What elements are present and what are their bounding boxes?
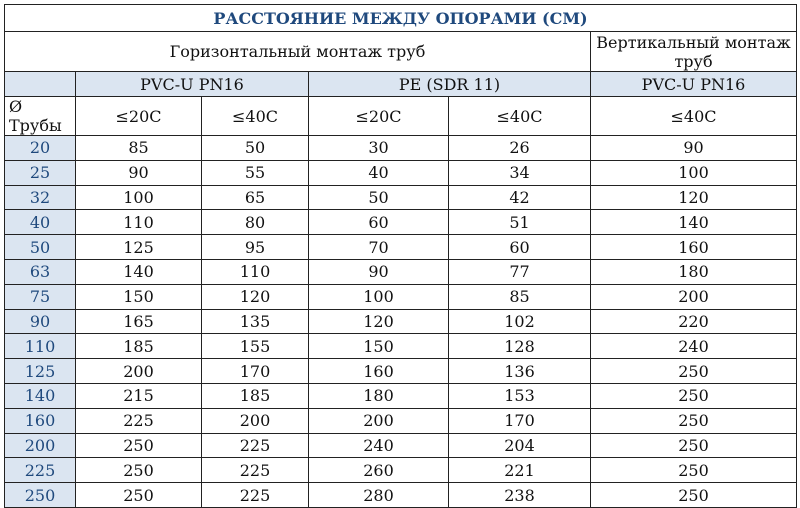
spacing-value-cell: 200	[76, 359, 202, 384]
pipe-diameter-cell: 140	[5, 383, 76, 408]
spacing-value-cell: 120	[591, 185, 797, 210]
spacing-value-cell: 77	[449, 259, 591, 284]
spacing-value-cell: 185	[202, 383, 309, 408]
horizontal-mount-header: Горизонтальный монтаж труб	[5, 32, 591, 72]
table-row	[5, 309, 797, 334]
pvc-vertical-header: PVC-U PN16	[591, 72, 797, 97]
spacing-value-cell: 110	[202, 259, 309, 284]
spacing-value-cell: 220	[591, 309, 797, 334]
spacing-value-cell: 60	[309, 210, 449, 235]
spacing-value-cell: 200	[591, 284, 797, 309]
table-body	[5, 136, 797, 508]
spacing-value-cell: 238	[449, 483, 591, 508]
temp-header: ≤20C	[76, 97, 202, 136]
spacing-value-cell: 136	[449, 359, 591, 384]
spacing-value-cell: 40	[309, 160, 449, 185]
spacing-value-cell: 240	[309, 433, 449, 458]
temp-header: ≤20C	[309, 97, 449, 136]
spacing-value-cell: 170	[449, 408, 591, 433]
pipe-diameter-cell: 63	[5, 259, 76, 284]
table-row	[5, 433, 797, 458]
spacing-value-cell: 80	[202, 210, 309, 235]
table-row	[5, 185, 797, 210]
spacing-value-cell: 55	[202, 160, 309, 185]
spacing-value-cell: 250	[591, 433, 797, 458]
pipe-diameter-label: Ø Трубы	[5, 97, 76, 136]
spacing-value-cell: 100	[309, 284, 449, 309]
pipe-diameter-cell: 25	[5, 160, 76, 185]
pipe-diameter-cell: 90	[5, 309, 76, 334]
blank-corner-cell	[5, 72, 76, 97]
spacing-value-cell: 225	[202, 433, 309, 458]
support-spacing-table	[4, 4, 797, 508]
pipe-diameter-cell: 250	[5, 483, 76, 508]
table-row	[5, 210, 797, 235]
pipe-diameter-cell: 225	[5, 458, 76, 483]
spacing-value-cell: 100	[591, 160, 797, 185]
spacing-value-cell: 200	[309, 408, 449, 433]
spacing-value-cell: 250	[76, 458, 202, 483]
table-row	[5, 259, 797, 284]
spacing-value-cell: 250	[591, 383, 797, 408]
spacing-value-cell: 155	[202, 334, 309, 359]
temp-header: ≤40C	[591, 97, 797, 136]
spacing-value-cell: 90	[76, 160, 202, 185]
spacing-value-cell: 185	[76, 334, 202, 359]
spacing-value-cell: 26	[449, 136, 591, 161]
pipe-diameter-cell: 125	[5, 359, 76, 384]
table-title: РАССТОЯНИЕ МЕЖДУ ОПОРАМИ (СМ)	[5, 5, 797, 32]
table-row	[5, 483, 797, 508]
spacing-value-cell: 200	[202, 408, 309, 433]
spacing-value-cell: 250	[76, 483, 202, 508]
spacing-value-cell: 215	[76, 383, 202, 408]
pipe-diameter-cell: 110	[5, 334, 76, 359]
table-row	[5, 235, 797, 260]
spacing-value-cell: 85	[449, 284, 591, 309]
spacing-value-cell: 180	[591, 259, 797, 284]
spacing-value-cell: 128	[449, 334, 591, 359]
table-row	[5, 359, 797, 384]
spacing-value-cell: 165	[76, 309, 202, 334]
spacing-value-cell: 180	[309, 383, 449, 408]
pvc-horizontal-header: PVC-U PN16	[76, 72, 309, 97]
spacing-value-cell: 170	[202, 359, 309, 384]
spacing-value-cell: 160	[309, 359, 449, 384]
spacing-value-cell: 221	[449, 458, 591, 483]
spacing-value-cell: 65	[202, 185, 309, 210]
spacing-value-cell: 90	[591, 136, 797, 161]
spacing-value-cell: 125	[76, 235, 202, 260]
spacing-value-cell: 95	[202, 235, 309, 260]
pipe-diameter-cell: 200	[5, 433, 76, 458]
spacing-value-cell: 225	[202, 458, 309, 483]
temp-header: ≤40C	[449, 97, 591, 136]
table-row	[5, 136, 797, 161]
spacing-value-cell: 34	[449, 160, 591, 185]
spacing-value-cell: 51	[449, 210, 591, 235]
spacing-value-cell: 90	[309, 259, 449, 284]
vertical-mount-header: Вертикальный монтаж труб	[591, 32, 797, 72]
spacing-value-cell: 204	[449, 433, 591, 458]
pipe-diameter-cell: 160	[5, 408, 76, 433]
spacing-value-cell: 120	[309, 309, 449, 334]
pe-header: PE (SDR 11)	[309, 72, 591, 97]
spacing-value-cell: 140	[591, 210, 797, 235]
spacing-value-cell: 250	[76, 433, 202, 458]
spacing-value-cell: 225	[76, 408, 202, 433]
spacing-value-cell: 50	[309, 185, 449, 210]
spacing-value-cell: 42	[449, 185, 591, 210]
spacing-value-cell: 100	[76, 185, 202, 210]
spacing-value-cell: 250	[591, 458, 797, 483]
spacing-value-cell: 225	[202, 483, 309, 508]
spacing-value-cell: 150	[76, 284, 202, 309]
spacing-value-cell: 135	[202, 309, 309, 334]
spacing-value-cell: 260	[309, 458, 449, 483]
table-row	[5, 458, 797, 483]
spacing-value-cell: 50	[202, 136, 309, 161]
table-row	[5, 334, 797, 359]
spacing-value-cell: 250	[591, 483, 797, 508]
spacing-value-cell: 120	[202, 284, 309, 309]
table-row	[5, 408, 797, 433]
pipe-diameter-cell: 40	[5, 210, 76, 235]
table-row	[5, 383, 797, 408]
spacing-value-cell: 70	[309, 235, 449, 260]
pipe-diameter-cell: 20	[5, 136, 76, 161]
spacing-value-cell: 30	[309, 136, 449, 161]
spacing-value-cell: 250	[591, 408, 797, 433]
spacing-value-cell: 85	[76, 136, 202, 161]
pipe-diameter-cell: 50	[5, 235, 76, 260]
spacing-value-cell: 102	[449, 309, 591, 334]
spacing-value-cell: 150	[309, 334, 449, 359]
spacing-value-cell: 240	[591, 334, 797, 359]
table-row	[5, 160, 797, 185]
spacing-value-cell: 250	[591, 359, 797, 384]
pipe-diameter-cell: 75	[5, 284, 76, 309]
temp-header: ≤40C	[202, 97, 309, 136]
spacing-value-cell: 110	[76, 210, 202, 235]
spacing-value-cell: 153	[449, 383, 591, 408]
spacing-value-cell: 140	[76, 259, 202, 284]
pipe-diameter-cell: 32	[5, 185, 76, 210]
spacing-value-cell: 60	[449, 235, 591, 260]
table-row	[5, 284, 797, 309]
spacing-value-cell: 160	[591, 235, 797, 260]
spacing-value-cell: 280	[309, 483, 449, 508]
